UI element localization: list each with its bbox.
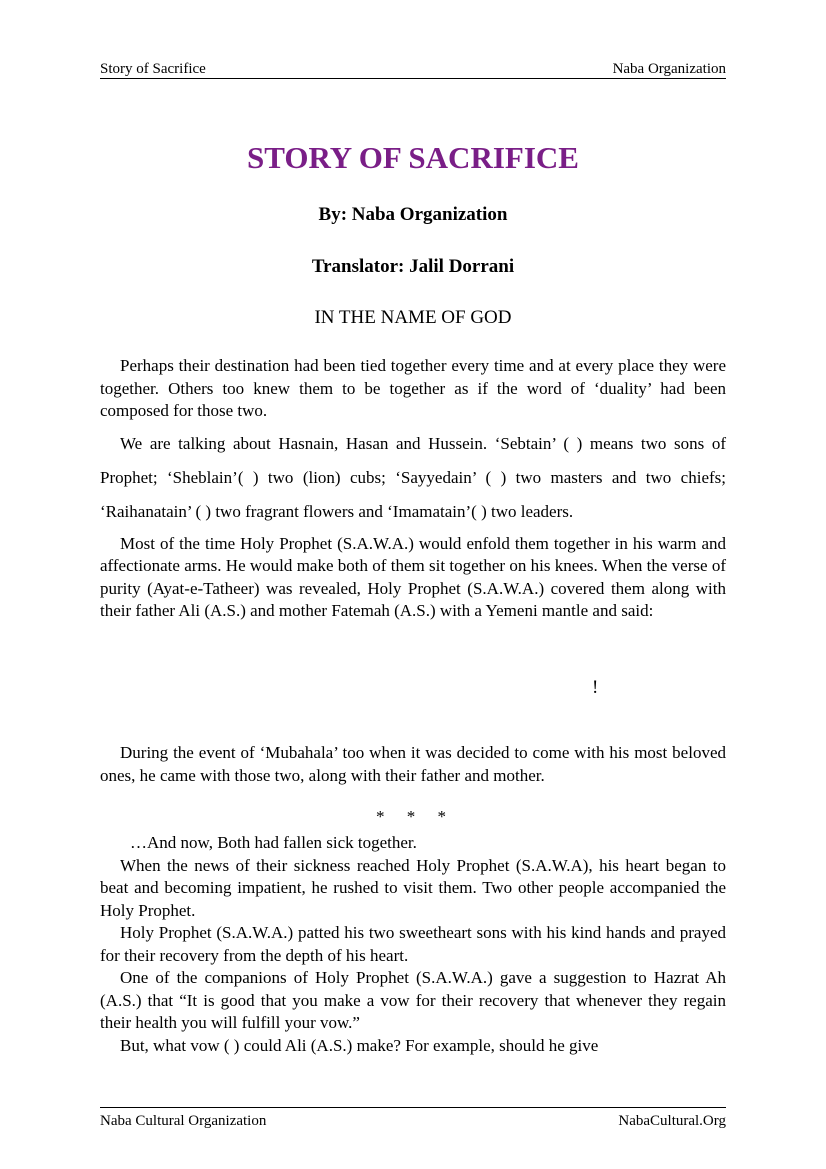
page-header	[100, 61, 726, 79]
paragraph-1: Perhaps their destination had been tied together every time and at every place they were together. Others too knew them to be together as if the word of ‘duality’ had been composed for those two.	[100, 356, 726, 420]
section-divider-stars: * * *	[376, 807, 450, 826]
header-right: Naba Organization	[612, 61, 726, 77]
document-title: STORY OF SACRIFICE	[247, 140, 579, 175]
paragraph-4: During the event of ‘Mubahala’ too when it was decided to come with his most beloved ones, he came with those two, along with their father and mother.	[100, 743, 726, 785]
header-left: Story of Sacrifice	[100, 61, 206, 77]
paragraph-7: Holy Prophet (S.A.W.A.) patted his two sweetheart sons with his kind hands and prayed for their recovery from the depth of his heart.	[100, 923, 726, 965]
page-footer	[100, 1107, 726, 1130]
paragraph-2: We are talking about Hasnain, Hasan and Hussein. ‘Sebtain’ ( ) means two sons of Prophet; ‘Sheblain’( ) two (lion) cubs; ‘Sayyedain’ ( ) two masters and two chiefs; ‘Raihanatain’ ( ) two fragrant flowers and ‘Imamatain’( ) two leaders.	[100, 433, 726, 521]
exclamation-mark: !	[592, 677, 599, 698]
body-section-3	[100, 832, 726, 1057]
paragraph-8: One of the companions of Holy Prophet (S.A.W.A.) gave a suggestion to Hazrat Ah (A.S.) that “It is good that you make a vow for their recovery that whenever they regain their health you will fulfill your vow.”	[100, 968, 726, 1032]
translator-line: Translator: Jalil Dorrani	[311, 256, 515, 277]
paragraph-3: Most of the time Holy Prophet (S.A.W.A.) would enfold them together in his warm and affectionate arms. He would make both of them sit together on his knees. When the verse of purity (Ayat-e-Tatheer) was revealed, Holy Prophet (S.A.W.A.) covered them along with their father Ali (A.S.) and mother Fatemah (A.S.) with a Yemeni mantle and said:	[100, 533, 726, 620]
paragraph-5: …And now, Both had fallen sick together.	[130, 833, 417, 852]
footer-left: Naba Cultural Organization	[100, 1113, 267, 1129]
invocation: IN THE NAME OF GOD	[314, 307, 512, 328]
paragraph-6: When the news of their sickness reached Holy Prophet (S.A.W.A), his heart began to beat and becoming impatient, he rushed to visit them. Two other people accompanied the Holy Prophet.	[100, 855, 726, 920]
paragraph-9: But, what vow ( ) could Ali (A.S.) make? For example, should he give	[120, 1035, 599, 1055]
byline: By: Naba Organization	[318, 204, 508, 225]
body-section-1	[100, 355, 726, 623]
body-section-2	[100, 742, 726, 787]
footer-right: NabaCultural.Org	[618, 1113, 726, 1129]
